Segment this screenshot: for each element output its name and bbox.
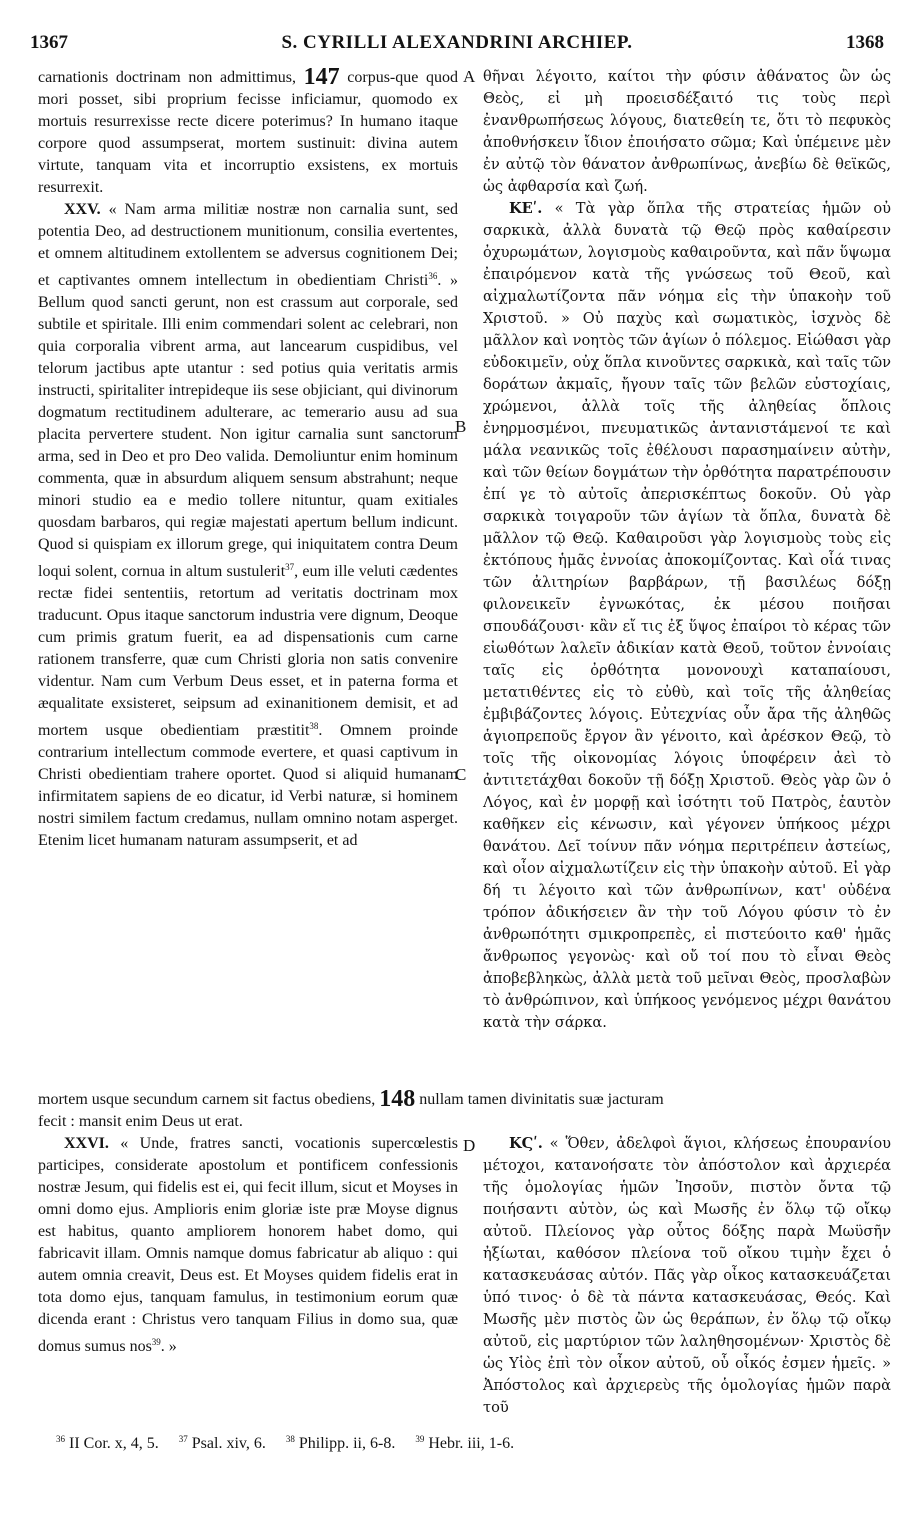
section-label-xxv: XXV. [64,201,101,218]
greek-paragraph-ke [483,198,891,1034]
latin-text: . » Bellum quod sancti gerunt, non est crassum aut corporale, sed subtile et spiritale. Illi enim commendari solent ac celebrari, non quia corporalia vibrent arma, aut lancearum cuspidibus, vel telorum jactibus apte utantur : sed potius quia veritatis armis instructi, spiritaliter intrepideque iis sese objiciant, qui divinorum dogmatum rectitudinem adulterare, ac temerario ausu ad sua placita pervertere student. Non igitur carnalia sunt sanctorum arma, sed in Deo et pro Deo valida. Demoliuntur enim hominum commenta, quæ in absurdum aliquem sensum abstrahunt; neque minori studio ea e medio tollere nituntur, quam exitiales quosdam barbaros, qui regiæ majestati apertum bellum indicunt. Quod si quispiam ex illorum grege, qui iniquitatem contra Deum loqui solent, cornua in altum sustulerit [38,272,459,580]
left-page-number: 1367 [30,32,68,53]
section-label-xxvi: XXVI. [64,1135,109,1152]
margin-letter-d: D [463,1136,476,1155]
latin-paragraph-xxv [38,199,458,852]
footnote-text: II Cor. x, 4, 5. [69,1435,159,1452]
latin-text: « Unde, fratres sancti, vocationis supercœlestis participes, considerate apostolum et pontificem confessionis nostræ Jesum, qui fidelis est ei, qui fecit illum, sicut et Moyses in omni domo ejus. Amplioris enim gloriæ iste præ Moyse dignus est habitus, quanto ampliorem honorem habet domo, qui fabricavit illam. Omnis namque domus fabricatur ab aliquo : qui autem omnia creavit, Deus est. Et Moyses quidem fidelis erat in tota domo ejus, tanquam famulus, in testimonium eorum quæ dicenda erant : Christus vero tanquam Filius in domo sua, quæ domus sumus nos [38,1135,458,1355]
latin-text: mortem usque secundum carnem sit factus obediens, [38,1091,376,1108]
footnote-ref-39: 39 [151,1337,161,1347]
footnote-text: Philipp. ii, 6-8. [298,1435,396,1452]
footnote-ref-38: 38 [309,721,319,731]
latin-paragraph-opening [38,66,458,199]
latin-text: fecit : mansit enim Deus ut erat. [38,1113,243,1130]
footnote-number: 36 [56,1434,65,1444]
margin-letter-a: A [463,67,476,86]
greek-paragraph-opening: θῆναι λέγοιτο, καίτοι τὴν φύσιν ἀθάνατος ὢν ὡς Θεὸς, εἰ μὴ προεισδέξαιτό τις τοὺς περὶ ἐνανθρωπήσεως λόγους, διατεθείη τε, ὅτι τὸ πεφυκὸς ἀποθνήσκειν ἴδιον ἐποιήσατο σῶμα; Καὶ ὑπέμεινε μὲν ἐν αὐτῷ τὸν θάνατον ἀνθρωπίνως, ἀνεβίω δὲ θεϊκῶς, ὡς ἀφθαρσία καὶ ζωή. [483,68,891,195]
latin-text: . » [160,1338,177,1355]
latin-text: « Nam arma militiæ nostræ non carnalia sunt, sed potentia Deo, ad destructionem munitionum, consilia evertentes, et omnem altitudinem extollentem se adversus cognitionem Dei; et captivantes omnem intellectum in obedientiam Christi [38,201,459,289]
running-header [30,32,884,58]
latin-text: carnationis doctrinam non admittimus, [38,69,296,86]
margin-letter-c: C [455,765,467,784]
footnote-text: Psal. xiv, 6. [191,1435,266,1452]
latin-text: . Omnem proinde contrarium intellectum commode evertere, et quasi captivum in Christi obedientiam trahere oportet. Quod si aliquid humanam infirmitatem sapiens de eo dicatur, id Verbi naturæ, si hominem nostri similem factum credamus, nullam omnino notam asperget. Etenim licet humanam naturam assumpserit, et ad [38,722,459,849]
footnote-ref-37: 37 [285,562,295,572]
greek-paragraph-ks [483,1133,891,1419]
footnote-number: 39 [415,1434,425,1444]
latin-paragraph-xxvi [38,1133,458,1358]
greek-column-upper [483,66,891,1034]
margin-letter-b: B [455,417,467,436]
footnote-number: 37 [178,1434,188,1444]
footnote-text: Hebr. iii, 1-6. [428,1435,515,1452]
latin-text: , eum ille veluti cædentes rectæ fidei sententiis, retortum ad veritatis doctrinam mox traducunt. Opus itaque sanctorum industria vere dignum, Deoque cum primis gratum fuerit, ea ad dispensationis cum carne rationem transferre, quæ cum Christi gloria non satis convenire videntur. Nam cum Verbum Deus esset, et in paterna forma et æqualitate exsisteret, seipsum ad exinanitionem demisit, et ad mortem usque obedientiam præstitit [38,563,458,739]
column-number-148: 148 [379,1086,416,1112]
greek-text: « Ὅθεν, ἀδελφοὶ ἅγιοι, κλήσεως ἐπουρανίου μέτοχοι, κατανοήσατε τὸν ἀπόστολον καὶ ἀρχιερέα τῆς ὁμολογίας ἡμῶν Ἰησοῦν, πιστὸν ὄντα τῷ ποιήσαντι αὐτὸν, ὡς καὶ Μωσῆς ἐν ὅλῳ τῷ οἴκῳ αὐτοῦ. Πλείονος γὰρ οὗτος δόξης παρὰ Μωϋσῆν ἠξίωται, καθόσον πλείονα τοῦ οἴκου τιμὴν ἔχει ὁ κατασκευάσας αὐτόν. Πᾶς γὰρ οἶκος κατασκευάζεται ὑπό τινος· ὁ δὲ τὰ πάντα κατασκευάσας, Θεός. Καὶ Μωσῆς μὲν πιστὸς ὢν ὡς θεράπων, ἐν ὅλῳ τῷ οἴκῳ αὐτοῦ, εἰς μαρτύριον τῶν λαληθησομένων· Χριστὸς δὲ ὡς Υἱὸς ἐπὶ τὸν οἶκον αὐτοῦ, οὗ οἶκός ἐσμεν ἡμεῖς. » Ἀπόστολος καὶ ἀρχιερεὺς τῆς ὁμολογίας ἡμῶν παρὰ τοῦ [483,1135,891,1416]
footnote-ref-36: 36 [428,271,438,281]
full-width-line [38,1088,891,1133]
greek-text: « Τὰ γὰρ ὅπλα τῆς στρατείας ἡμῶν οὐ σαρκικὰ, ἀλλὰ δυνατὰ τῷ Θεῷ πρὸς καθαίρεσιν ὀχυρωμάτων, λογισμοὺς καθαιροῦντα, καὶ πᾶν ὕψωμα ἐπαιρόμενον κατὰ τῆς γνώσεως τοῦ Θεοῦ, καὶ αἰχμαλωτίζοντα πᾶν νόημα εἰς τὴν ὑπακοὴν τοῦ Χριστοῦ. » Οὐ παχὺς καὶ σωματικὸς, ἰσχνὸς δὲ μᾶλλον καὶ νοητὸς τῶν ἁγίων ὁ πόλεμος. Εἰώθασι γὰρ εὐδοκιμεῖν, οὐχ ὅπλα κινοῦντες σαρκικὰ, καὶ ταῖς τῶν δοράτων ἀκμαῖς, ἤγουν ταῖς τῶν βελῶν εὐστοχίαις, χρώμενοι, ἀλλὰ τοῖς τῆς ἀληθείας ὅπλοις ἐνηρμοσμένοι, πνευματικῶς ἀντανιστάμενοί τε καὶ μάλα νεανικῶς τοῖς ἐθέλουσι παρασημαίνειν αὐτὴν, καὶ τῶν θείων δογμάτων τὴν ὀρθότητα παρατρέπουσιν ἐπί γε τὸ αὐτοῖς ἀπερισκέπτως δοκοῦν. Οὐ γὰρ σαρκικὰ τοιγαροῦν τῶν ἁγίων τὰ ὅπλα, δυνατὰ δὲ μᾶλλον τῷ Θεῷ. Καθαιροῦσι γὰρ λογισμοὺς τοὺς εἰς ἐκτόπους ἡμᾶς ἐννοίας ἀποκομίζοντας. Καὶ οἷά τινας τῶν ἀλιτηρίων βαρβάρων, τῇ βασιλέως δόξῃ φιλονεικεῖν ἐγνωκότας, ἐκ μέσου ποιῆσαι σπουδάζουσι· κἂν εἴ τις ἐξ ὕψος ἐπαίροι τὸ κέρας τῶν εἰωθότων λαλεῖν ἀδικίαν κατὰ Θεοῦ, τοῦτον ἐννοίαις ταῖς εἰς ὀρθότητα μονονουχὶ καταπαίουσι, μετατιθέντες εἰς τὸ εὐθὺ, καὶ τοῖς τῆς ἀληθείας ἐμβιβάζοντες λόγοις. Εὐτεχνίας οὖν ἄρα τῆς ἀληθῶς ἁγιοπρεποῦς ἔργον ἂν γένοιτο, καὶ ἀρέσκον Θεῷ, τὸ τοῖς τῆς οἰκονομίας λόγοις ὑποφέρειν ἀεὶ τὸ ἀντιτετάχθαι δοκοῦν τῇ δόξῃ Χριστοῦ. Θεὸς γὰρ ὢν ὁ Λόγος, καὶ ἐν μορφῇ καὶ ἰσότητι τοῦ Πατρὸς, ἑαυτὸν καθῆκεν εἰς κένωσιν, καὶ γέγονεν ὑπήκοος μέχρι θανάτου. Δεῖ τοίνυν πᾶν νόημα περιτρέπειν ἀστείως, καὶ οἷον αἰχμαλωτίζειν εἰς τὴν ὑπακοὴν αὐτοῦ. Εἰ γὰρ δή τι λέγοιτο καὶ τῶν ἀνθρωπίνων, κατ' οὐδένα τρόπον ἀδικήσειεν ἂν τὴν τοῦ Λόγου φύσιν τὸ ἐν ἀνθρωπότητι σμικροπρεπὲς, εἰ πιστεύοιτο καθ' ἡμᾶς ἄνθρωπος γεγονὼς· καὶ οὔ τοί που τὸ εἶναι Θεὸς ἀποβεβληκὼς, ἀλλὰ μετὰ τοῦ μεῖναι Θεὸς, προσλαβὼν τὸ ἀνθρώπινον, καὶ ὑπήκοος γενόμενος μέχρι θανάτου κατὰ τὴν σάρκα. [483,200,892,1031]
latin-column-lower [38,1133,458,1358]
section-label-ke: ΚΕʹ. [509,200,543,217]
greek-column-lower [483,1133,891,1419]
latin-column-upper [38,66,458,852]
footnote-number: 38 [285,1434,295,1444]
right-page-number: 1368 [846,32,884,53]
running-title: S. CYRILLI ALEXANDRINI ARCHIEP. [281,32,633,53]
latin-text: corpus-que quod mori posset, sibi proprium fecisse inficiamur, quomodo ex mortuis resurrexisse recte dicere poterimus? In humano itaque corpore quod assumpserat, mortem sustinuit: divina autem virtute, tanquam vita et incorruptio exsistens, ex mortuis resurrexit. [38,69,458,196]
column-number-147: 147 [303,64,340,90]
latin-text: nullam tamen divinitatis suæ jacturam [419,1091,664,1108]
footnotes [56,1434,886,1453]
section-label-ks: ΚϚʹ. [509,1135,543,1152]
